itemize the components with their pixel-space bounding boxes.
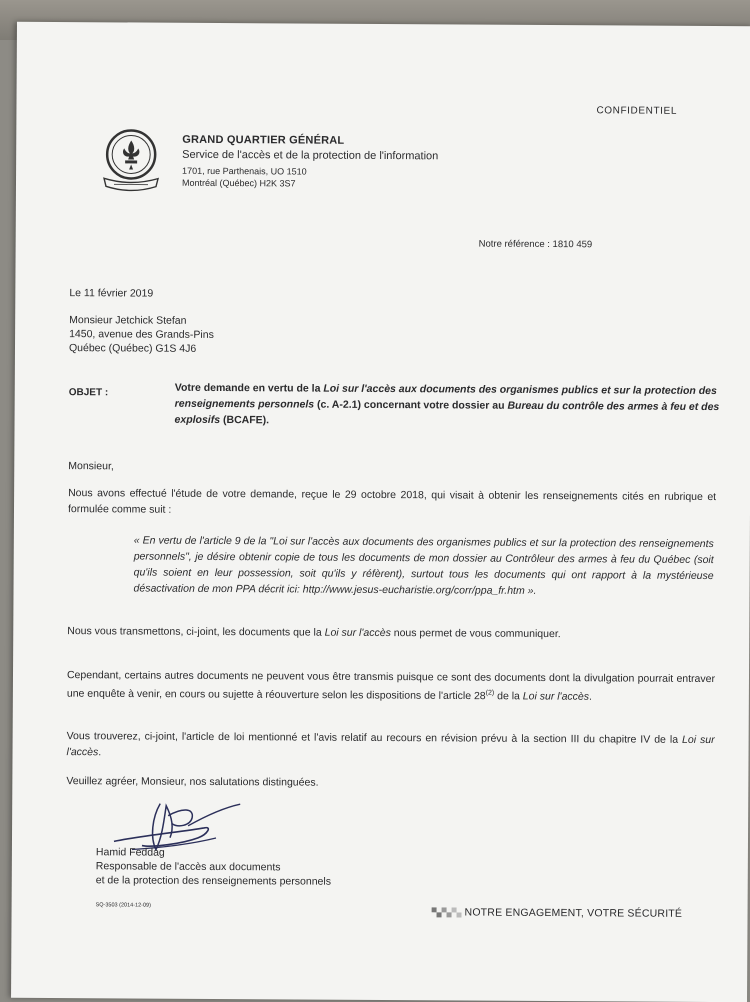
paragraph-request: Nous avons effectué l'étude de votre demande, reçue le 29 octobre 2018, qui visait à obtenir les renseignements cités en rubrique et formulée comme suit : xyxy=(68,485,716,521)
police-crest-logo xyxy=(100,124,162,196)
org-address-line1: 1701, rue Parthenais, UO 1510 xyxy=(182,166,307,177)
salutation: Monsieur, xyxy=(68,458,716,478)
confidential-mark: CONFIDENTIEL xyxy=(596,105,677,116)
org-name: GRAND QUARTIER GÉNÉRAL xyxy=(182,134,344,147)
checker-logo-icon xyxy=(432,906,462,918)
paragraph-transmission: Nous vous transmettons, ci-joint, les documents que la Loi sur l'accès nous permet de vous communiquer. xyxy=(67,623,715,643)
letter-date: Le 11 février 2019 xyxy=(69,287,153,300)
quoted-request: « En vertu de l'article 9 de la "Loi sur l'accès aux documents des organismes publics et sur la protection des renseignements personnels", je désire obtenir copie de tous les documents de mon dossier au Contrôleur des armes à feu du Québec (soit qu'ils soient en leur possession, soit qu'ils y réfèrent), surtout tous les documents qui ont rapport à la mystérieuse désactivation de mon PPA décrit ici: http://www.jesus-eucharistie.org/corr/ppa_fr.htm ». xyxy=(133,532,713,600)
signer-title-line1: Responsable de l'accès aux documents xyxy=(96,860,281,873)
reference-number: Notre référence : 1810 459 xyxy=(479,239,593,251)
signer-title-line2: et de la protection des renseignements personnels xyxy=(96,874,331,887)
paragraph-restriction: Cependant, certains autres documents ne peuvent vous être transmis puisque ce sont des documents dont la divulgation pourrait entraver une enquête à venir, en cours ou sujette à réouverture selon les dispositions de l'article 28$^{(2)}$ de la Loi sur l'accès. xyxy=(67,667,715,705)
org-service: Service de l'accès et de la protection de l'information xyxy=(182,149,438,163)
closing-formula: Veuillez agréer, Monsieur, nos salutations distinguées. xyxy=(66,773,714,793)
paragraph-review: Vous trouverez, ci-joint, l'article de loi mentionné et l'avis relatif au recours en révision prévu à la section III du chapitre IV de la Loi sur l'accès. xyxy=(66,728,714,764)
recipient-city: Québec (Québec) G1S 4J6 xyxy=(69,342,196,355)
subject-text: Votre demande en vertu de la Loi sur l'accès aux documents des organismes publics et sur la protection des renseignements personnels (c. A-2.1) concernant votre dossier au Bureau du contrôle des armes à feu et des explosifs (BCAFE). xyxy=(175,380,720,431)
signer-name: Hamid Feddag xyxy=(96,846,165,858)
org-address-line2: Montréal (Québec) H2K 3S7 xyxy=(182,178,296,189)
recipient-name: Monsieur Jetchick Stefan xyxy=(69,314,186,327)
recipient-street: 1450, avenue des Grands-Pins xyxy=(69,328,214,341)
letter-page xyxy=(11,22,750,1002)
form-code: SQ-3503 (2014-12-09) xyxy=(96,902,151,908)
subject-label: OBJET : xyxy=(69,387,109,398)
footer-slogan: NOTRE ENGAGEMENT, VOTRE SÉCURITÉ xyxy=(465,907,683,920)
